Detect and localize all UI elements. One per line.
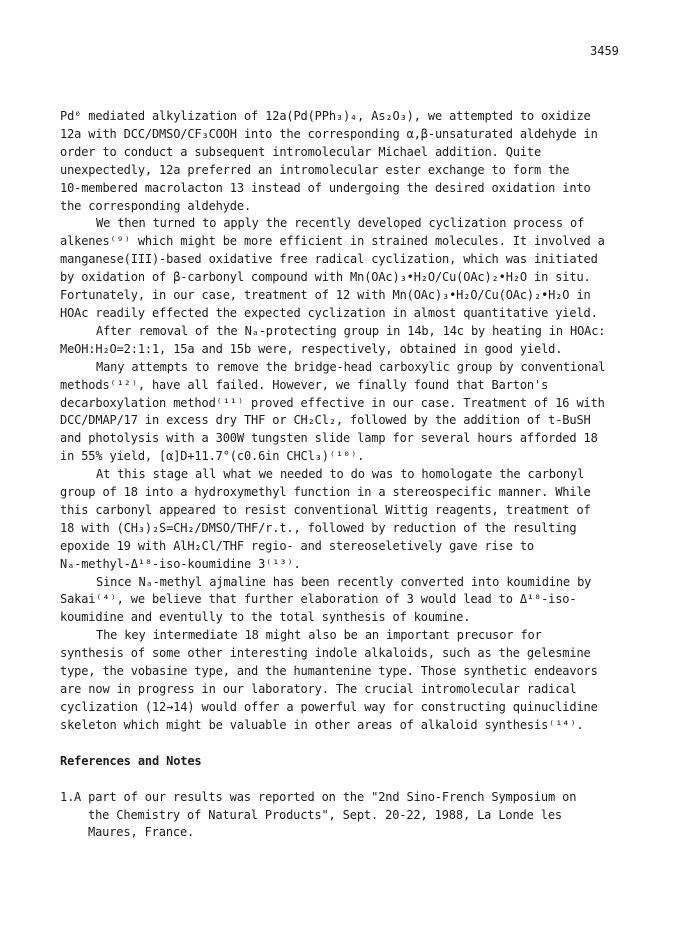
body-text	[60, 108, 630, 842]
page-number: 3459	[590, 44, 619, 58]
reference-1	[60, 789, 630, 843]
text-line: by oxidation of β-carbonyl compound with Mn(OAc)₃•H₂O/Cu(OAc)₂•H₂O in situ.	[60, 270, 591, 285]
text-line: type, the vobasine type, and the humantenine type. Those synthetic endeavors	[60, 664, 598, 679]
text-line: this carbonyl appeared to resist conventional Wittig reagents, treatment of	[60, 502, 591, 517]
text-line: We then turned to apply the recently developed cyclization process of	[96, 216, 585, 231]
text-line: alkenes⁽⁹⁾ which might be more efficient in strained molecules. It involved a	[60, 234, 605, 249]
text-line: cyclization (12→14) would offer a powerful way for constructing quinuclidine	[60, 699, 598, 714]
paragraph-1	[60, 108, 630, 215]
reference-number: 1.	[60, 789, 75, 804]
text-line: The key intermediate 18 might also be an important precusor for	[96, 628, 542, 643]
text-line: Pd⁰ mediated alkylization of 12a(Pd(PPh₃)₄, As₂O₃), we attempted to oxidize	[60, 109, 591, 123]
text-line: 18 with (CH₃)₂S=CH₂/DMSO/THF/r.t., followed by reduction of the resulting	[60, 520, 577, 535]
text-line: 12a with DCC/DMSO/CF₃COOH into the corresponding α,β-unsaturated aldehyde in	[60, 126, 598, 141]
text-line: unexpectedly, 12a preferred an intromolecular ester exchange to form the	[60, 162, 570, 177]
paragraph-6	[60, 574, 630, 628]
text-line: koumidine and eventully to the total synthesis of koumine.	[60, 610, 471, 625]
text-line: group of 18 into a hydroxymethyl function in a stereospecific manner. While	[60, 485, 591, 500]
text-line: At this stage all what we needed to do was to homologate the carbonyl	[96, 467, 585, 482]
text-line: Since Nₐ-methyl ajmaline has been recently converted into koumidine by	[96, 574, 592, 589]
text-line: Sakai⁽⁴⁾, we believe that further elaboration of 3 would lead to Δ¹⁸-iso-	[60, 592, 577, 607]
text-line: After removal of the Nₐ-protecting group in 14b, 14c by heating in HOAc:	[96, 323, 606, 338]
text-line: manganese(III)-based oxidative free radical cyclization, which was initiated	[60, 252, 598, 267]
text-line: Fortunately, in our case, treatment of 12 with Mn(OAc)₃•H₂O/Cu(OAc)₂•H₂O in	[60, 288, 591, 303]
paragraph-5	[60, 466, 630, 573]
reference-text	[74, 789, 576, 843]
text-line: HOAc readily effected the expected cyclization in almost quantitative yield.	[60, 305, 598, 320]
text-line: and photolysis with a 300W tungsten slide lamp for several hours afforded 18	[60, 431, 598, 446]
text-line: in 55% yield, [α]D+11.7°(c0.6in CHCl₃)⁽¹⁰⁾.	[60, 449, 365, 464]
text-line: order to conduct a subsequent intromolecular Michael addition. Quite	[60, 144, 542, 159]
text-line: synthesis of some other interesting indole alkaloids, such as the gelesmine	[60, 646, 591, 661]
paragraph-3	[60, 323, 630, 359]
reference-line: the Chemistry of Natural Products", Sept. 20-22, 1988, La Londe les	[88, 807, 562, 822]
paragraph-2	[60, 215, 630, 322]
text-line: skeleton which might be valuable in other areas of alkaloid synthesis⁽¹⁴⁾.	[60, 717, 584, 732]
text-line: decarboxylation method⁽¹¹⁾ proved effective in our case. Treatment of 16 with	[60, 395, 605, 410]
text-line: epoxide 19 with AlH₂Cl/THF regio- and stereoseletively gave rise to	[60, 538, 534, 553]
text-line: Many attempts to remove the bridge-head carboxylic group by conventional	[96, 359, 606, 374]
text-line: MeOH:H₂O=2:1:1, 15a and 15b were, respectively, obtained in good yield.	[60, 341, 563, 356]
text-line: DCC/DMAP/17 in excess dry THF or CH₂Cl₂, followed by the addition of t-BuSH	[60, 413, 591, 428]
references-heading: References and Notes	[60, 753, 202, 768]
text-line: the corresponding aldehyde.	[60, 198, 252, 213]
reference-line: Maures, France.	[88, 825, 195, 840]
text-line: are now in progress in our laboratory. The crucial intromolecular radical	[60, 682, 577, 696]
text-line: Nₐ-methyl-Δ¹⁸-iso-koumidine 3⁽¹³⁾.	[60, 556, 301, 571]
paragraph-4	[60, 359, 630, 466]
text-line: methods⁽¹²⁾, have all failed. However, we finally found that Barton's	[60, 377, 549, 392]
text-line: 10-membered macrolacton 13 instead of undergoing the desired oxidation into	[60, 180, 591, 195]
paragraph-7	[60, 627, 630, 734]
reference-line: A part of our results was reported on the "2nd Sino-French Symposium on	[74, 789, 577, 804]
